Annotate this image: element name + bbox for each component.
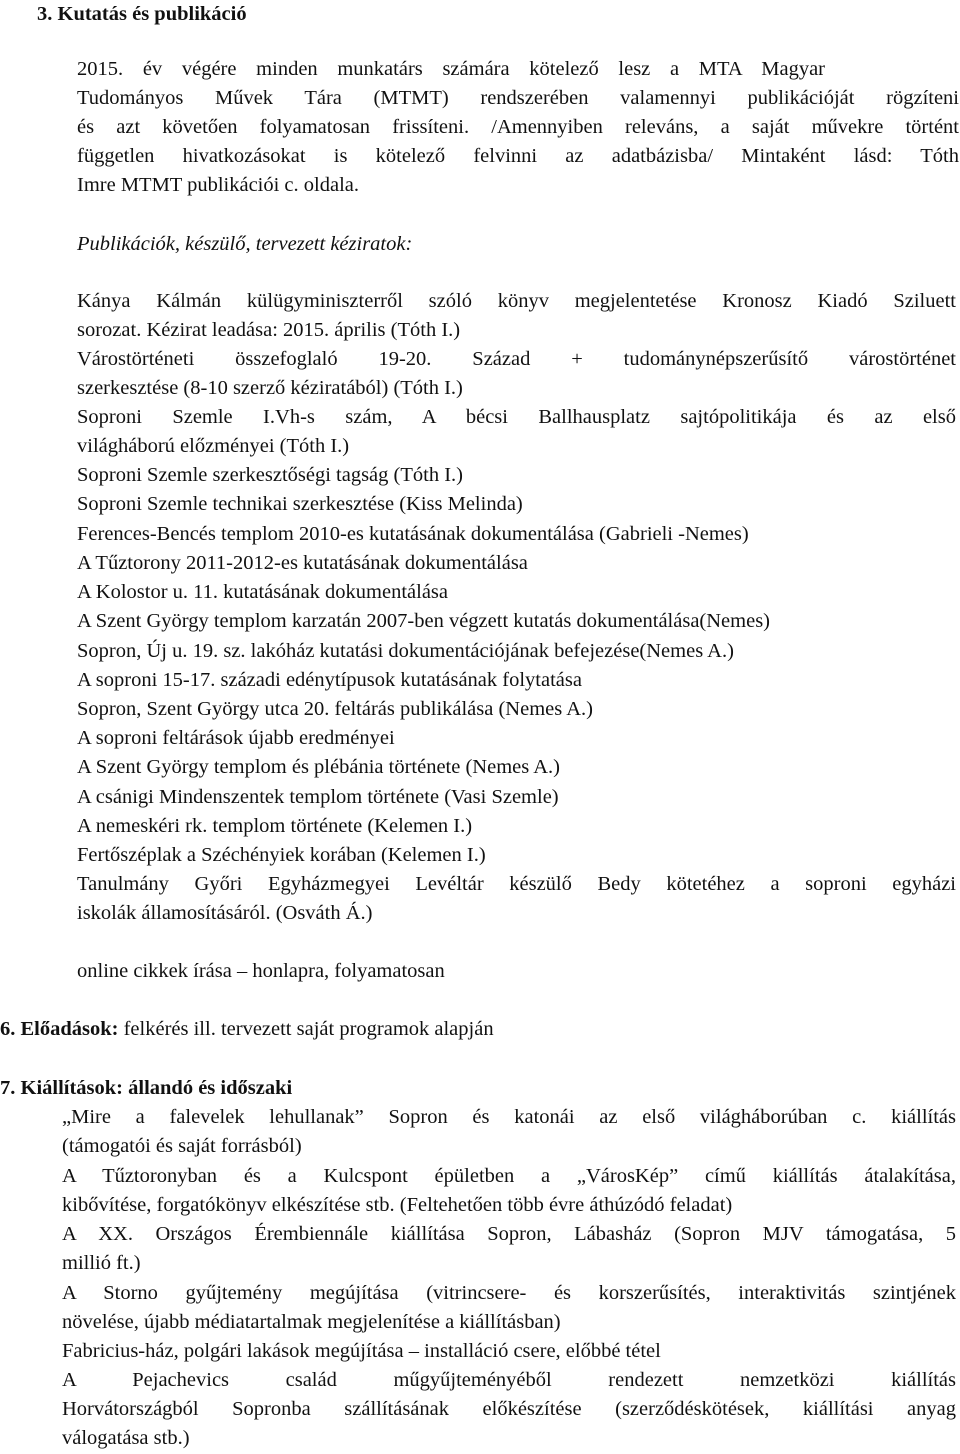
exhibition-line: A Tűztoronyban és a Kulcspont épületben a „VárosKép” című kiállítás átalakítása, [62, 1165, 956, 1187]
publication-line: A Szent György templom és plébánia története (Nemes A.) [77, 756, 560, 778]
publication-line: A soproni feltárások újabb eredményei [77, 727, 395, 749]
publication-line: szerkesztése (8-10 szerző kéziratából) (Tóth I.) [77, 377, 463, 399]
publication-line: Soproni Szemle szerkesztőségi tagság (Tóth I.) [77, 464, 463, 486]
exhibition-line: Fabricius-ház, polgári lakások megújítása – installáció csere, előbbé tétel [62, 1340, 661, 1362]
publication-line: Soproni Szemle technikai szerkesztése (Kiss Melinda) [77, 493, 523, 515]
publication-line: A nemeskéri rk. templom története (Kelemen I.) [77, 815, 473, 837]
intro-line: Tudományos Művek Tára (MTMT) rendszerében valamennyi publikációját rögzíteni [77, 87, 959, 109]
exhibition-line: válogatása stb.) [62, 1427, 190, 1449]
online-articles-line: online cikkek írása – honlapra, folyamatosan [77, 960, 445, 982]
publication-line: világháború előzményei (Tóth I.) [77, 435, 350, 457]
publication-line: A csánigi Mindenszentek templom története (Vasi Szemle) [77, 786, 559, 808]
section-6-text: felkérés ill. tervezett saját programok alapján [118, 1018, 494, 1040]
section-7-number: 7. [0, 1077, 16, 1099]
exhibition-line: „Mire a falevelek lehullanak” Sopron és katonái az első világháborúban c. kiállítás [62, 1106, 956, 1128]
publication-line: Fertőszéplak a Széchényiek korában (Kelemen I.) [77, 844, 486, 866]
intro-line: független hivatkozásokat is kötelező felvinni az adatbázisba/ Mintaként lásd: Tóth [77, 145, 959, 167]
intro-line: Imre MTMT publikációi c. oldala. [77, 174, 359, 196]
publication-line: sorozat. Kézirat leadása: 2015. április (Tóth I.) [77, 319, 461, 341]
section-6-title: Előadások: [20, 1018, 119, 1040]
intro-line: 2015. év végére minden munkatárs számára kötelező lesz a MTA Magyar [77, 58, 825, 80]
section-6-heading [0, 1015, 494, 1043]
publication-line: A Kolostor u. 11. kutatásának dokumentálása [77, 581, 449, 603]
section-7-heading [0, 1074, 292, 1102]
publication-line: Ferences-Bencés templom 2010-es kutatásának dokumentálása (Gabrieli -Nemes) [77, 523, 749, 545]
publication-line: A Szent György templom karzatán 2007-ben végzett kutatás dokumentálása(Nemes) [77, 610, 770, 632]
publication-line: Soproni Szemle I.Vh-s szám, A bécsi Ballhausplatz sajtópolitikája és az első [77, 406, 956, 428]
publication-line: A Tűztorony 2011-2012-es kutatásának dokumentálása [77, 552, 528, 574]
publication-line: Várostörténeti összefoglaló 19-20. Század + tudománynépszerűsítő várostörténet [77, 348, 956, 370]
section-3-heading: 3. Kutatás és publikáció [37, 3, 247, 25]
exhibition-line: Horvátországból Sopronba szállításának előkészítése (szerződéskötések, kiállítási anyag [62, 1398, 956, 1420]
publications-heading: Publikációk, készülő, tervezett kéziratok: [77, 233, 413, 255]
exhibition-line: A Pejachevics család műgyűjteményéből rendezett nemzetközi kiállítás [62, 1369, 956, 1391]
publication-line: Tanulmány Győri Egyházmegyei Levéltár készülő Bedy kötetéhez a soproni egyházi [77, 873, 956, 895]
publication-line: Sopron, Szent György utca 20. feltárás publikálása (Nemes A.) [77, 698, 593, 720]
publication-line: Kánya Kálmán külügyminiszterről szóló könyv megjelentetése Kronosz Kiadó Sziluett [77, 290, 956, 312]
publication-line: iskolák államosításáról. (Osváth Á.) [77, 902, 373, 924]
exhibition-line: A XX. Országos Érembiennále kiállítása Sopron, Lábasház (Sopron MJV támogatása, 5 [62, 1223, 956, 1245]
publication-line: Sopron, Új u. 19. sz. lakóház kutatási dokumentációjának befejezése(Nemes A.) [77, 640, 734, 662]
intro-line: és azt követően folyamatosan frissíteni. /Amennyiben releváns, a saját művekre történt [77, 116, 959, 138]
exhibition-line: millió ft.) [62, 1252, 141, 1274]
exhibition-line: kibővítése, forgatókönyv elkészítése stb. (Feltehetően több évre áthúzódó feladat) [62, 1194, 733, 1216]
section-7-title: Kiállítások: állandó és időszaki [20, 1077, 293, 1099]
publication-line: A soproni 15-17. századi edénytípusok kutatásának folytatása [77, 669, 582, 691]
exhibition-line: (támogatói és saját forrásból) [62, 1135, 302, 1157]
section-6-number: 6. [0, 1018, 16, 1040]
exhibition-line: növelése, újabb médiatartalmak megjelenítése a kiállításban) [62, 1311, 561, 1333]
exhibition-line: A Storno gyűjtemény megújítása (vitrincsere- és korszerűsítés, interaktivitás szintjének [62, 1282, 956, 1304]
